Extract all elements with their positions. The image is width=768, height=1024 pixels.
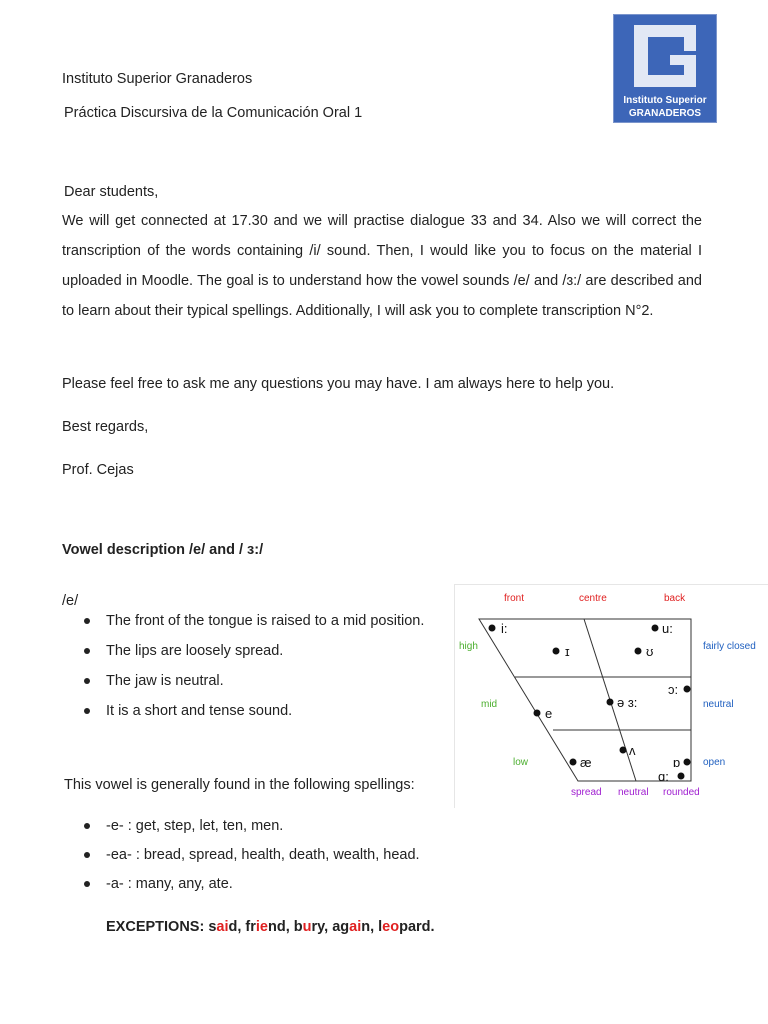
vowel-chart [454, 584, 768, 808]
closing: Best regards, [62, 419, 149, 435]
exception-word: said [208, 919, 238, 935]
description-list [106, 612, 424, 720]
label-high: high [459, 641, 478, 652]
list-item: -ea- : bread, spread, health, death, wealth, head. [106, 847, 420, 863]
signature: Prof. Cejas [62, 462, 134, 478]
logo-line1: Instituto Superior [623, 95, 707, 106]
vowel-label: /e/ [62, 593, 79, 609]
vowel-point-i [489, 625, 496, 632]
label-spread: spread [571, 787, 602, 798]
vowel-point-ae [570, 759, 577, 766]
symbol-schwa: ə ɜ: [617, 695, 638, 710]
vowel-quadrilateral [455, 585, 768, 808]
exceptions-label: EXCEPTIONS: [106, 919, 205, 935]
vowel-point-schwa [607, 699, 614, 706]
label-centre: centre [579, 593, 607, 604]
label-front: front [504, 593, 525, 604]
label-fairly-closed: fairly closed [703, 641, 756, 652]
list-item: The jaw is neutral. [106, 672, 424, 690]
label-back: back [664, 593, 686, 604]
exceptions-line: EXCEPTIONS: said, friend, bury, again, leopard. [106, 919, 435, 935]
symbol-wedge: ʌ [629, 743, 636, 758]
vowel-point-short-u [635, 648, 642, 655]
label-open: open [703, 757, 726, 768]
symbol-e: e [545, 706, 553, 721]
help-sentence: Please feel free to ask me any questions you may have. I am always here to help you. [62, 376, 615, 392]
logo-line2: GRANADEROS [628, 108, 702, 119]
logo-g-icon [614, 15, 718, 95]
symbol-u: u: [662, 621, 673, 636]
letter-paragraph: We will get connected at 17.30 and we will practise dialogue 33 and 34. Also we will correct the transcription of the words containing /i/ sound. Then, I would like you to focus on the material I uploaded in Moodle. The goal is to understand how the vowel sounds /e/ and /ɜ:/ are described and to learn about their typical spellings. Additionally, I will ask you to complete transcription N°2. [62, 213, 702, 319]
symbol-short-u: ʊ [646, 644, 654, 659]
label-low: low [513, 757, 529, 768]
vowel-point-open-o [684, 686, 691, 693]
list-item: It is a short and tense sound. [106, 702, 424, 720]
symbol-short-i: ɪ [565, 644, 570, 659]
vowel-point-a [678, 773, 685, 780]
exception-word: leopard [378, 919, 431, 935]
section-heading: Vowel description /e/ and / ɜ:/ [62, 542, 264, 558]
institution-name: Instituto Superior Granaderos [62, 71, 253, 87]
spellings-intro: This vowel is generally found in the following spellings: [64, 777, 415, 793]
exception-word: bury [293, 919, 325, 935]
symbol-open-o: ɔ: [668, 682, 679, 697]
list-item: The lips are loosely spread. [106, 642, 424, 660]
vowel-point-short-i [553, 648, 560, 655]
vowel-point-u [652, 625, 659, 632]
symbol-a: ɑ: [658, 769, 669, 784]
exception-word: again [332, 919, 371, 935]
spellings-list [106, 817, 420, 893]
label-mid: mid [481, 699, 498, 710]
vowel-point-e [534, 710, 541, 717]
list-item: -a- : many, any, ate. [106, 875, 420, 893]
vowel-point-short-o [684, 759, 691, 766]
label-neutral-lips: neutral [618, 787, 649, 798]
symbol-i: i: [501, 621, 508, 636]
symbol-short-o: ɒ [673, 755, 681, 770]
greeting: Dear students, [64, 184, 159, 200]
symbol-ae: æ [580, 755, 592, 770]
vowel-point-wedge [620, 747, 627, 754]
course-title: Práctica Discursiva de la Comunicación Oral 1 [64, 105, 363, 121]
label-rounded: rounded [663, 787, 700, 798]
institution-logo [613, 14, 717, 123]
list-item: The front of the tongue is raised to a mid position. [106, 613, 425, 629]
list-item: -e- : get, step, let, ten, men. [106, 817, 420, 835]
exception-word: friend [245, 919, 286, 935]
label-neutral-jaw: neutral [703, 699, 734, 710]
